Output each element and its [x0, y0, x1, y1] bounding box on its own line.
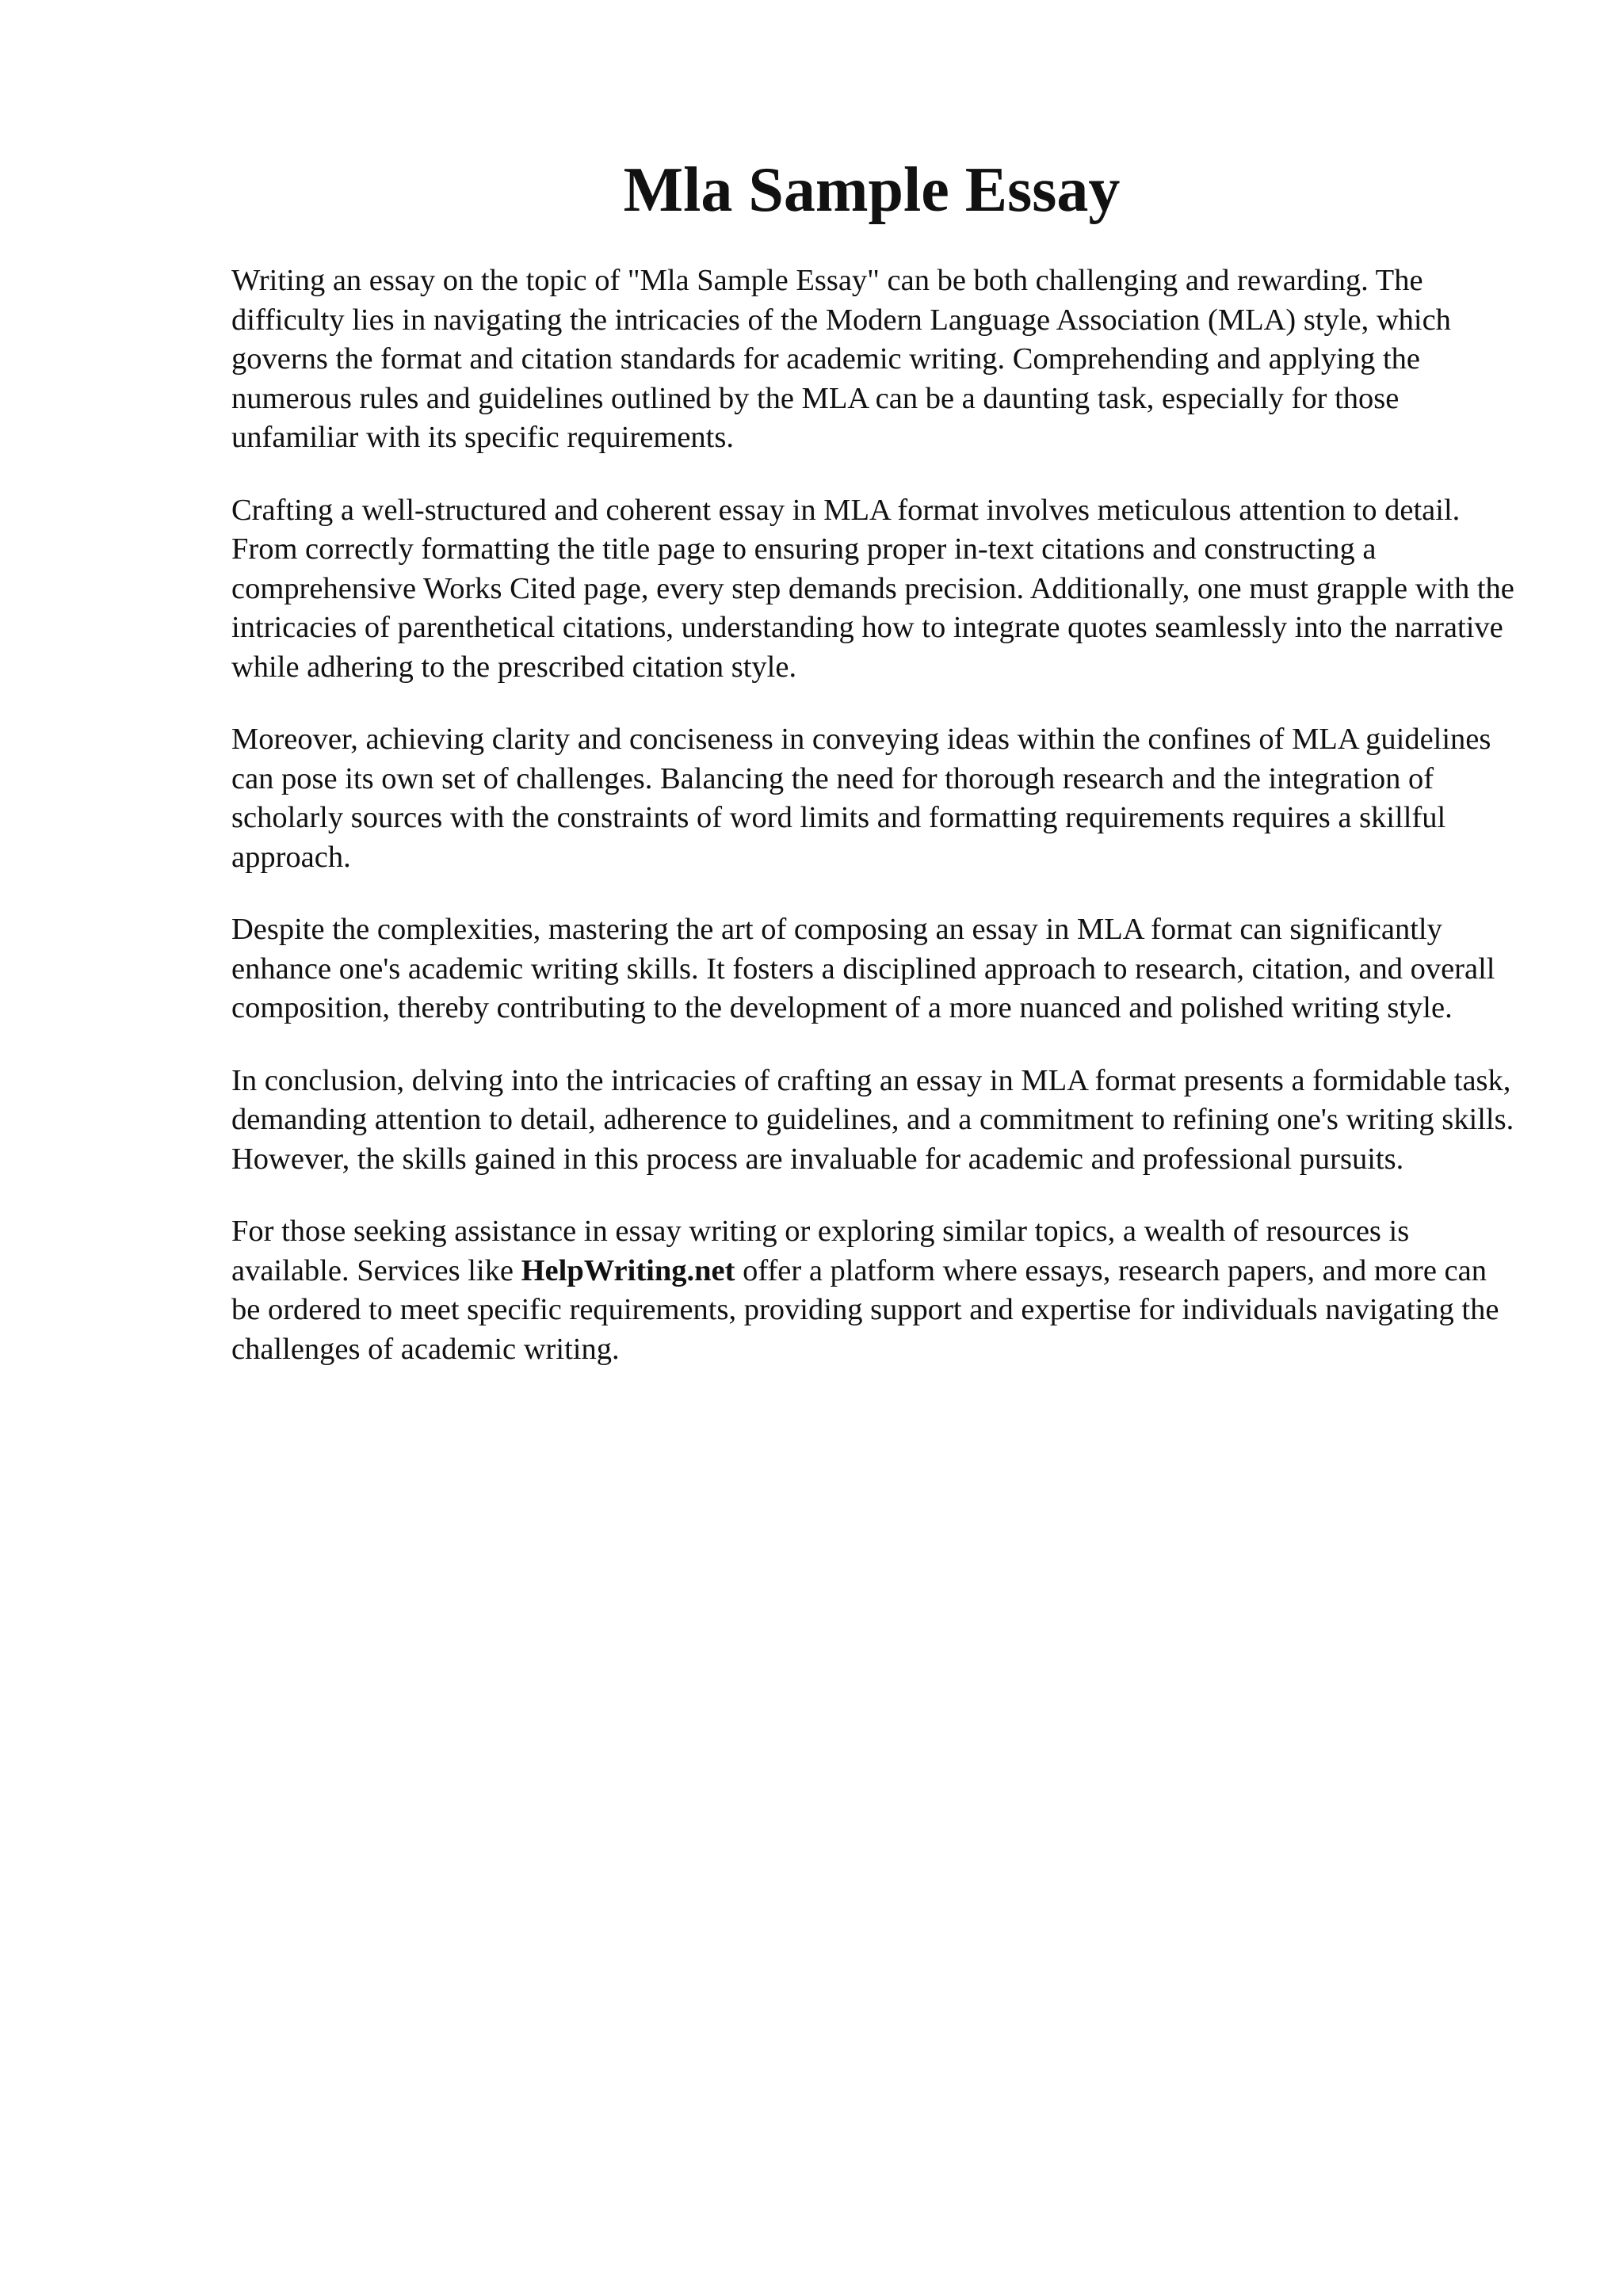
paragraph-6-intro: For those seeking assistance in essay writing or exploring similar topics, a wealth of resources is available. Services like [231, 1215, 1410, 1287]
paragraph-3: Moreover, achieving clarity and conciseness in conveying ideas within the confines of MLA guidelines can pose its own set of challenges. Balancing the need for thorough research and the integration of scholarly sources with the constraints of word limits and formatting requirements requires a skillful approach. [231, 723, 1491, 874]
paragraph-5: In conclusion, delving into the intricacies of crafting an essay in MLA format presents a formidable task, demanding attention to detail, adherence to guidelines, and a commitment to refining one's writing skills. However, the skills gained in this process are invaluable for academic and professional pursuits. [231, 1063, 1514, 1176]
essay-body [231, 261, 1515, 1402]
page-title: Mla Sample Essay [623, 155, 1121, 225]
paragraph-1: Writing an essay on the topic of "Mla Sample Essay" can be both challenging and rewarding. The difficulty lies in navigating the intricacies of the Modern Language Association (MLA) style, which governs the format and citation standards for academic writing. Comprehending and applying the numerous rules and guidelines outlined by the MLA can be a daunting task, especially for those unfamiliar with its specific requirements. [231, 264, 1451, 454]
paragraph-6 [231, 1212, 1515, 1369]
paragraph-6-rest: offer a platform where essays, research papers, and more can be ordered to meet specific requirements, providing support and expertise for individuals navigating the challenges of academic writing. [231, 1253, 1499, 1366]
helpwriting-brand-link[interactable]: HelpWriting.net [521, 1253, 735, 1287]
paragraph-4: Despite the complexities, mastering the art of composing an essay in MLA format can significantly enhance one's academic writing skills. It fosters a disciplined approach to research, citation, and overall composition, thereby contributing to the development of a more nuanced and polished writing style. [231, 913, 1495, 1024]
paragraph-2: Crafting a well-structured and coherent essay in MLA format involves meticulous attention to detail. From correctly formatting the title page to ensuring proper in-text citations and constructing a comprehensive Works Cited page, every step demands precision. Additionally, one must grapple with the intricacies of parenthetical citations, understanding how to integrate quotes seamlessly into the narrative while adhering to the prescribed citation style. [231, 493, 1514, 684]
